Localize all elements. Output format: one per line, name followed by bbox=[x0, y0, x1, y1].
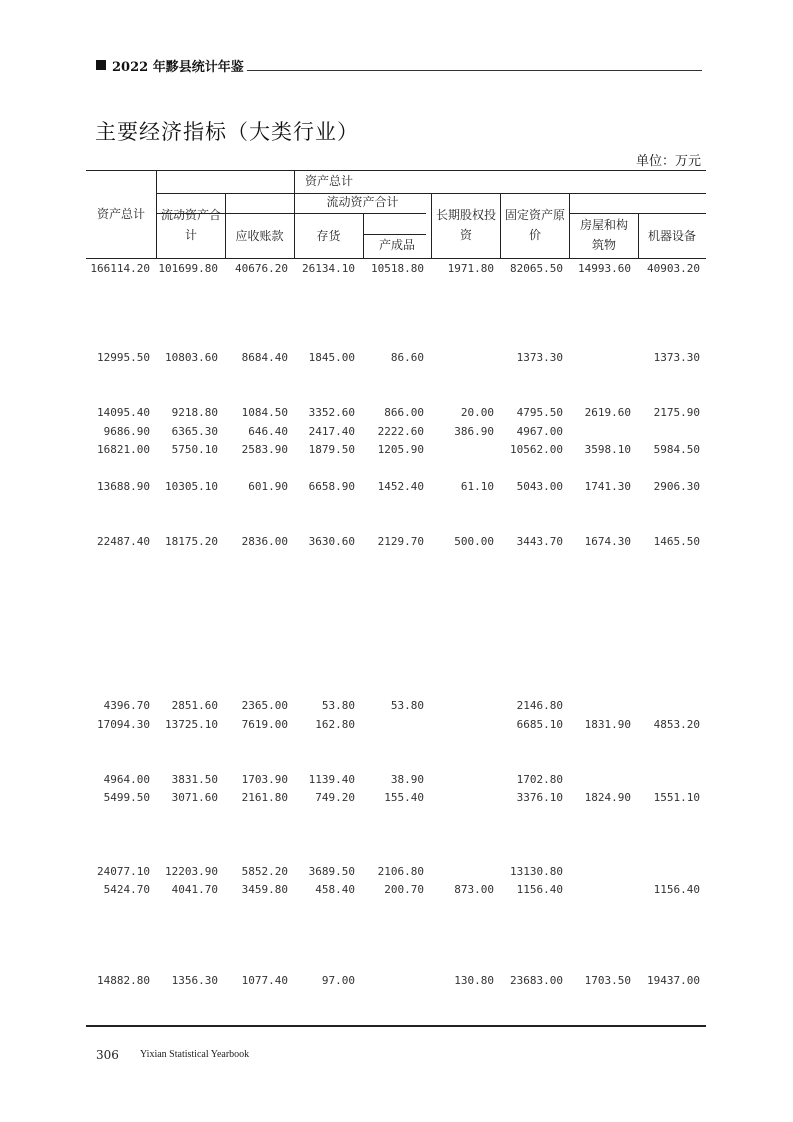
cell-machinery: 2906.30 bbox=[653, 480, 700, 493]
header-inventory: 存货 bbox=[316, 229, 341, 243]
cell-receivables: 601.90 bbox=[248, 480, 288, 493]
table-row bbox=[86, 442, 706, 458]
cell-long-term-equity: 873.00 bbox=[454, 883, 494, 896]
header-receivables: 应收账款 bbox=[235, 229, 284, 243]
header-finished-goods: 产成品 bbox=[378, 238, 415, 252]
cell-long-term-equity bbox=[430, 772, 494, 788]
header-fixed-assets bbox=[505, 205, 565, 245]
cell-machinery: 1156.40 bbox=[653, 883, 700, 896]
cell-machinery: 5984.50 bbox=[653, 443, 700, 456]
cell-long-term-equity bbox=[430, 717, 494, 733]
cell-finished-goods: 10518.80 bbox=[371, 262, 424, 275]
cell-inventory: 6658.90 bbox=[308, 480, 355, 493]
cell-long-term-equity bbox=[430, 698, 494, 714]
cell-machinery: 1373.30 bbox=[653, 351, 700, 364]
header-buildings-text: 房屋和构筑物 bbox=[579, 218, 628, 252]
cell-current-assets: 4041.70 bbox=[171, 883, 218, 896]
cell-current-assets: 3831.50 bbox=[171, 773, 218, 786]
cell-inventory: 97.00 bbox=[321, 974, 355, 987]
cell-receivables: 2836.00 bbox=[241, 535, 288, 548]
cell-current-assets: 10305.10 bbox=[165, 480, 218, 493]
footer-book-title: Yixian Statistical Yearbook bbox=[140, 1049, 250, 1060]
table-top-rule bbox=[86, 170, 706, 171]
cell-finished-goods bbox=[363, 717, 424, 733]
cell-long-term-equity bbox=[430, 790, 494, 806]
cell-finished-goods: 2129.70 bbox=[377, 535, 424, 548]
cell-machinery bbox=[638, 864, 700, 880]
cell-buildings: 1831.90 bbox=[584, 718, 631, 731]
header-long-term-equity bbox=[436, 205, 496, 245]
table-row bbox=[86, 534, 706, 550]
cell-buildings bbox=[569, 698, 631, 714]
header-total-assets: 资产总计 bbox=[96, 207, 145, 221]
header-current-assets-text: 流动资产合计 bbox=[160, 208, 221, 242]
cell-total-assets: 14882.80 bbox=[97, 974, 150, 987]
table-row bbox=[86, 882, 706, 898]
cell-receivables: 7619.00 bbox=[241, 718, 288, 731]
unit-label: 单位：万元 bbox=[635, 154, 701, 169]
header-divider bbox=[431, 193, 432, 258]
cell-long-term-equity bbox=[430, 442, 494, 458]
header-divider bbox=[500, 193, 501, 258]
cell-inventory: 3689.50 bbox=[308, 865, 355, 878]
cell-current-assets: 13725.10 bbox=[165, 718, 218, 731]
table-row bbox=[86, 405, 706, 421]
cell-current-assets: 1356.30 bbox=[171, 974, 218, 987]
cell-fixed-assets: 23683.00 bbox=[510, 974, 563, 987]
cell-current-assets: 9218.80 bbox=[171, 406, 218, 419]
page-number: 306 bbox=[96, 1048, 119, 1062]
cell-fixed-assets: 5043.00 bbox=[516, 480, 563, 493]
cell-long-term-equity: 61.10 bbox=[460, 480, 494, 493]
page-title: 主要经济指标（大类行业） bbox=[95, 120, 359, 144]
cell-inventory: 162.80 bbox=[315, 718, 355, 731]
cell-finished-goods: 2106.80 bbox=[377, 865, 424, 878]
cell-current-assets: 12203.90 bbox=[165, 865, 218, 878]
cell-receivables: 2365.00 bbox=[241, 699, 288, 712]
cell-total-assets: 4964.00 bbox=[103, 773, 150, 786]
cell-fixed-assets: 3443.70 bbox=[516, 535, 563, 548]
header-square-marker bbox=[96, 60, 106, 70]
cell-finished-goods bbox=[363, 973, 424, 989]
table-row bbox=[86, 717, 706, 733]
table-row bbox=[86, 790, 706, 806]
cell-inventory: 458.40 bbox=[315, 883, 355, 896]
cell-current-assets: 5750.10 bbox=[171, 443, 218, 456]
cell-inventory: 1845.00 bbox=[308, 351, 355, 364]
cell-machinery bbox=[638, 772, 700, 788]
cell-current-assets: 101699.80 bbox=[158, 262, 218, 275]
table-bottom-rule bbox=[86, 1025, 706, 1027]
cell-inventory: 1879.50 bbox=[308, 443, 355, 456]
cell-total-assets: 5499.50 bbox=[103, 791, 150, 804]
cell-long-term-equity bbox=[430, 864, 494, 880]
cell-fixed-assets: 4795.50 bbox=[516, 406, 563, 419]
cell-machinery: 19437.00 bbox=[647, 974, 700, 987]
cell-buildings bbox=[569, 864, 631, 880]
cell-current-assets: 2851.60 bbox=[171, 699, 218, 712]
cell-machinery: 2175.90 bbox=[653, 406, 700, 419]
cell-inventory: 3630.60 bbox=[308, 535, 355, 548]
cell-fixed-assets: 3376.10 bbox=[516, 791, 563, 804]
cell-finished-goods: 155.40 bbox=[384, 791, 424, 804]
header-divider bbox=[569, 193, 570, 258]
cell-fixed-assets: 10562.00 bbox=[510, 443, 563, 456]
cell-total-assets: 22487.40 bbox=[97, 535, 150, 548]
cell-receivables: 2583.90 bbox=[241, 443, 288, 456]
cell-machinery: 1465.50 bbox=[653, 535, 700, 548]
table-row bbox=[86, 698, 706, 714]
table-row bbox=[86, 864, 706, 880]
header-current-assets bbox=[159, 205, 223, 245]
cell-fixed-assets: 1373.30 bbox=[516, 351, 563, 364]
cell-total-assets: 16821.00 bbox=[97, 443, 150, 456]
cell-buildings: 1741.30 bbox=[584, 480, 631, 493]
cell-long-term-equity: 20.00 bbox=[460, 406, 494, 419]
cell-machinery: 40903.20 bbox=[647, 262, 700, 275]
table-row bbox=[86, 772, 706, 788]
table-row bbox=[86, 261, 706, 277]
cell-current-assets: 18175.20 bbox=[165, 535, 218, 548]
header-assets-group: 资产总计 bbox=[304, 174, 353, 188]
cell-receivables: 1084.50 bbox=[241, 406, 288, 419]
cell-long-term-equity: 130.80 bbox=[454, 974, 494, 987]
cell-total-assets: 4396.70 bbox=[103, 699, 150, 712]
cell-fixed-assets: 4967.00 bbox=[516, 425, 563, 438]
cell-long-term-equity bbox=[430, 350, 494, 366]
cell-finished-goods: 86.60 bbox=[390, 351, 424, 364]
cell-total-assets: 14095.40 bbox=[97, 406, 150, 419]
cell-total-assets: 13688.90 bbox=[97, 480, 150, 493]
cell-buildings: 1674.30 bbox=[584, 535, 631, 548]
cell-finished-goods: 200.70 bbox=[384, 883, 424, 896]
cell-fixed-assets: 6685.10 bbox=[516, 718, 563, 731]
header-bottom-rule bbox=[86, 258, 706, 259]
cell-finished-goods: 1452.40 bbox=[377, 480, 424, 493]
cell-inventory: 3352.60 bbox=[308, 406, 355, 419]
cell-buildings bbox=[569, 772, 631, 788]
cell-machinery bbox=[638, 424, 700, 440]
header-buildings bbox=[578, 215, 630, 255]
cell-receivables: 646.40 bbox=[248, 425, 288, 438]
cell-buildings bbox=[569, 350, 631, 366]
table-row bbox=[86, 424, 706, 440]
cell-buildings: 1703.50 bbox=[584, 974, 631, 987]
cell-machinery: 1551.10 bbox=[653, 791, 700, 804]
cell-inventory: 1139.40 bbox=[308, 773, 355, 786]
cell-receivables: 3459.80 bbox=[241, 883, 288, 896]
cell-receivables: 1703.90 bbox=[241, 773, 288, 786]
cell-inventory: 26134.10 bbox=[302, 262, 355, 275]
header-long-term-equity-text: 长期股权投资 bbox=[436, 208, 497, 242]
cell-finished-goods: 38.90 bbox=[390, 773, 424, 786]
cell-buildings: 14993.60 bbox=[578, 262, 631, 275]
cell-inventory: 749.20 bbox=[315, 791, 355, 804]
cell-current-assets: 10803.60 bbox=[165, 351, 218, 364]
cell-fixed-assets: 2146.80 bbox=[516, 699, 563, 712]
running-header: 2022 年黟县统计年鉴 bbox=[112, 60, 244, 75]
cell-fixed-assets: 1156.40 bbox=[516, 883, 563, 896]
cell-buildings: 1824.90 bbox=[584, 791, 631, 804]
cell-receivables: 1077.40 bbox=[241, 974, 288, 987]
cell-machinery bbox=[638, 698, 700, 714]
cell-receivables: 5852.20 bbox=[241, 865, 288, 878]
header-fixed-assets-text: 固定资产原价 bbox=[505, 208, 566, 242]
cell-buildings bbox=[569, 882, 631, 898]
table-row bbox=[86, 350, 706, 366]
cell-receivables: 8684.40 bbox=[241, 351, 288, 364]
cell-inventory: 53.80 bbox=[321, 699, 355, 712]
cell-fixed-assets: 1702.80 bbox=[516, 773, 563, 786]
cell-receivables: 2161.80 bbox=[241, 791, 288, 804]
cell-total-assets: 12995.50 bbox=[97, 351, 150, 364]
header-machinery: 机器设备 bbox=[647, 229, 696, 243]
cell-buildings: 3598.10 bbox=[584, 443, 631, 456]
table-row bbox=[86, 973, 706, 989]
cell-buildings: 2619.60 bbox=[584, 406, 631, 419]
table-row bbox=[86, 479, 706, 495]
cell-long-term-equity: 386.90 bbox=[454, 425, 494, 438]
cell-total-assets: 24077.10 bbox=[97, 865, 150, 878]
cell-inventory: 2417.40 bbox=[308, 425, 355, 438]
cell-total-assets: 17094.30 bbox=[97, 718, 150, 731]
cell-total-assets: 9686.90 bbox=[103, 425, 150, 438]
cell-fixed-assets: 13130.80 bbox=[510, 865, 563, 878]
header-divider bbox=[156, 170, 157, 258]
cell-long-term-equity: 1971.80 bbox=[447, 262, 494, 275]
cell-fixed-assets: 82065.50 bbox=[510, 262, 563, 275]
cell-finished-goods: 866.00 bbox=[384, 406, 424, 419]
cell-finished-goods: 2222.60 bbox=[377, 425, 424, 438]
header-rule bbox=[247, 70, 702, 71]
cell-total-assets: 5424.70 bbox=[103, 883, 150, 896]
cell-current-assets: 3071.60 bbox=[171, 791, 218, 804]
cell-total-assets: 166114.20 bbox=[90, 262, 150, 275]
header-current-assets-group: 流动资产合计 bbox=[326, 195, 399, 209]
cell-machinery: 4853.20 bbox=[653, 718, 700, 731]
cell-receivables: 40676.20 bbox=[235, 262, 288, 275]
cell-finished-goods: 53.80 bbox=[390, 699, 424, 712]
cell-finished-goods: 1205.90 bbox=[377, 443, 424, 456]
cell-current-assets: 6365.30 bbox=[171, 425, 218, 438]
cell-buildings bbox=[569, 424, 631, 440]
cell-long-term-equity: 500.00 bbox=[454, 535, 494, 548]
